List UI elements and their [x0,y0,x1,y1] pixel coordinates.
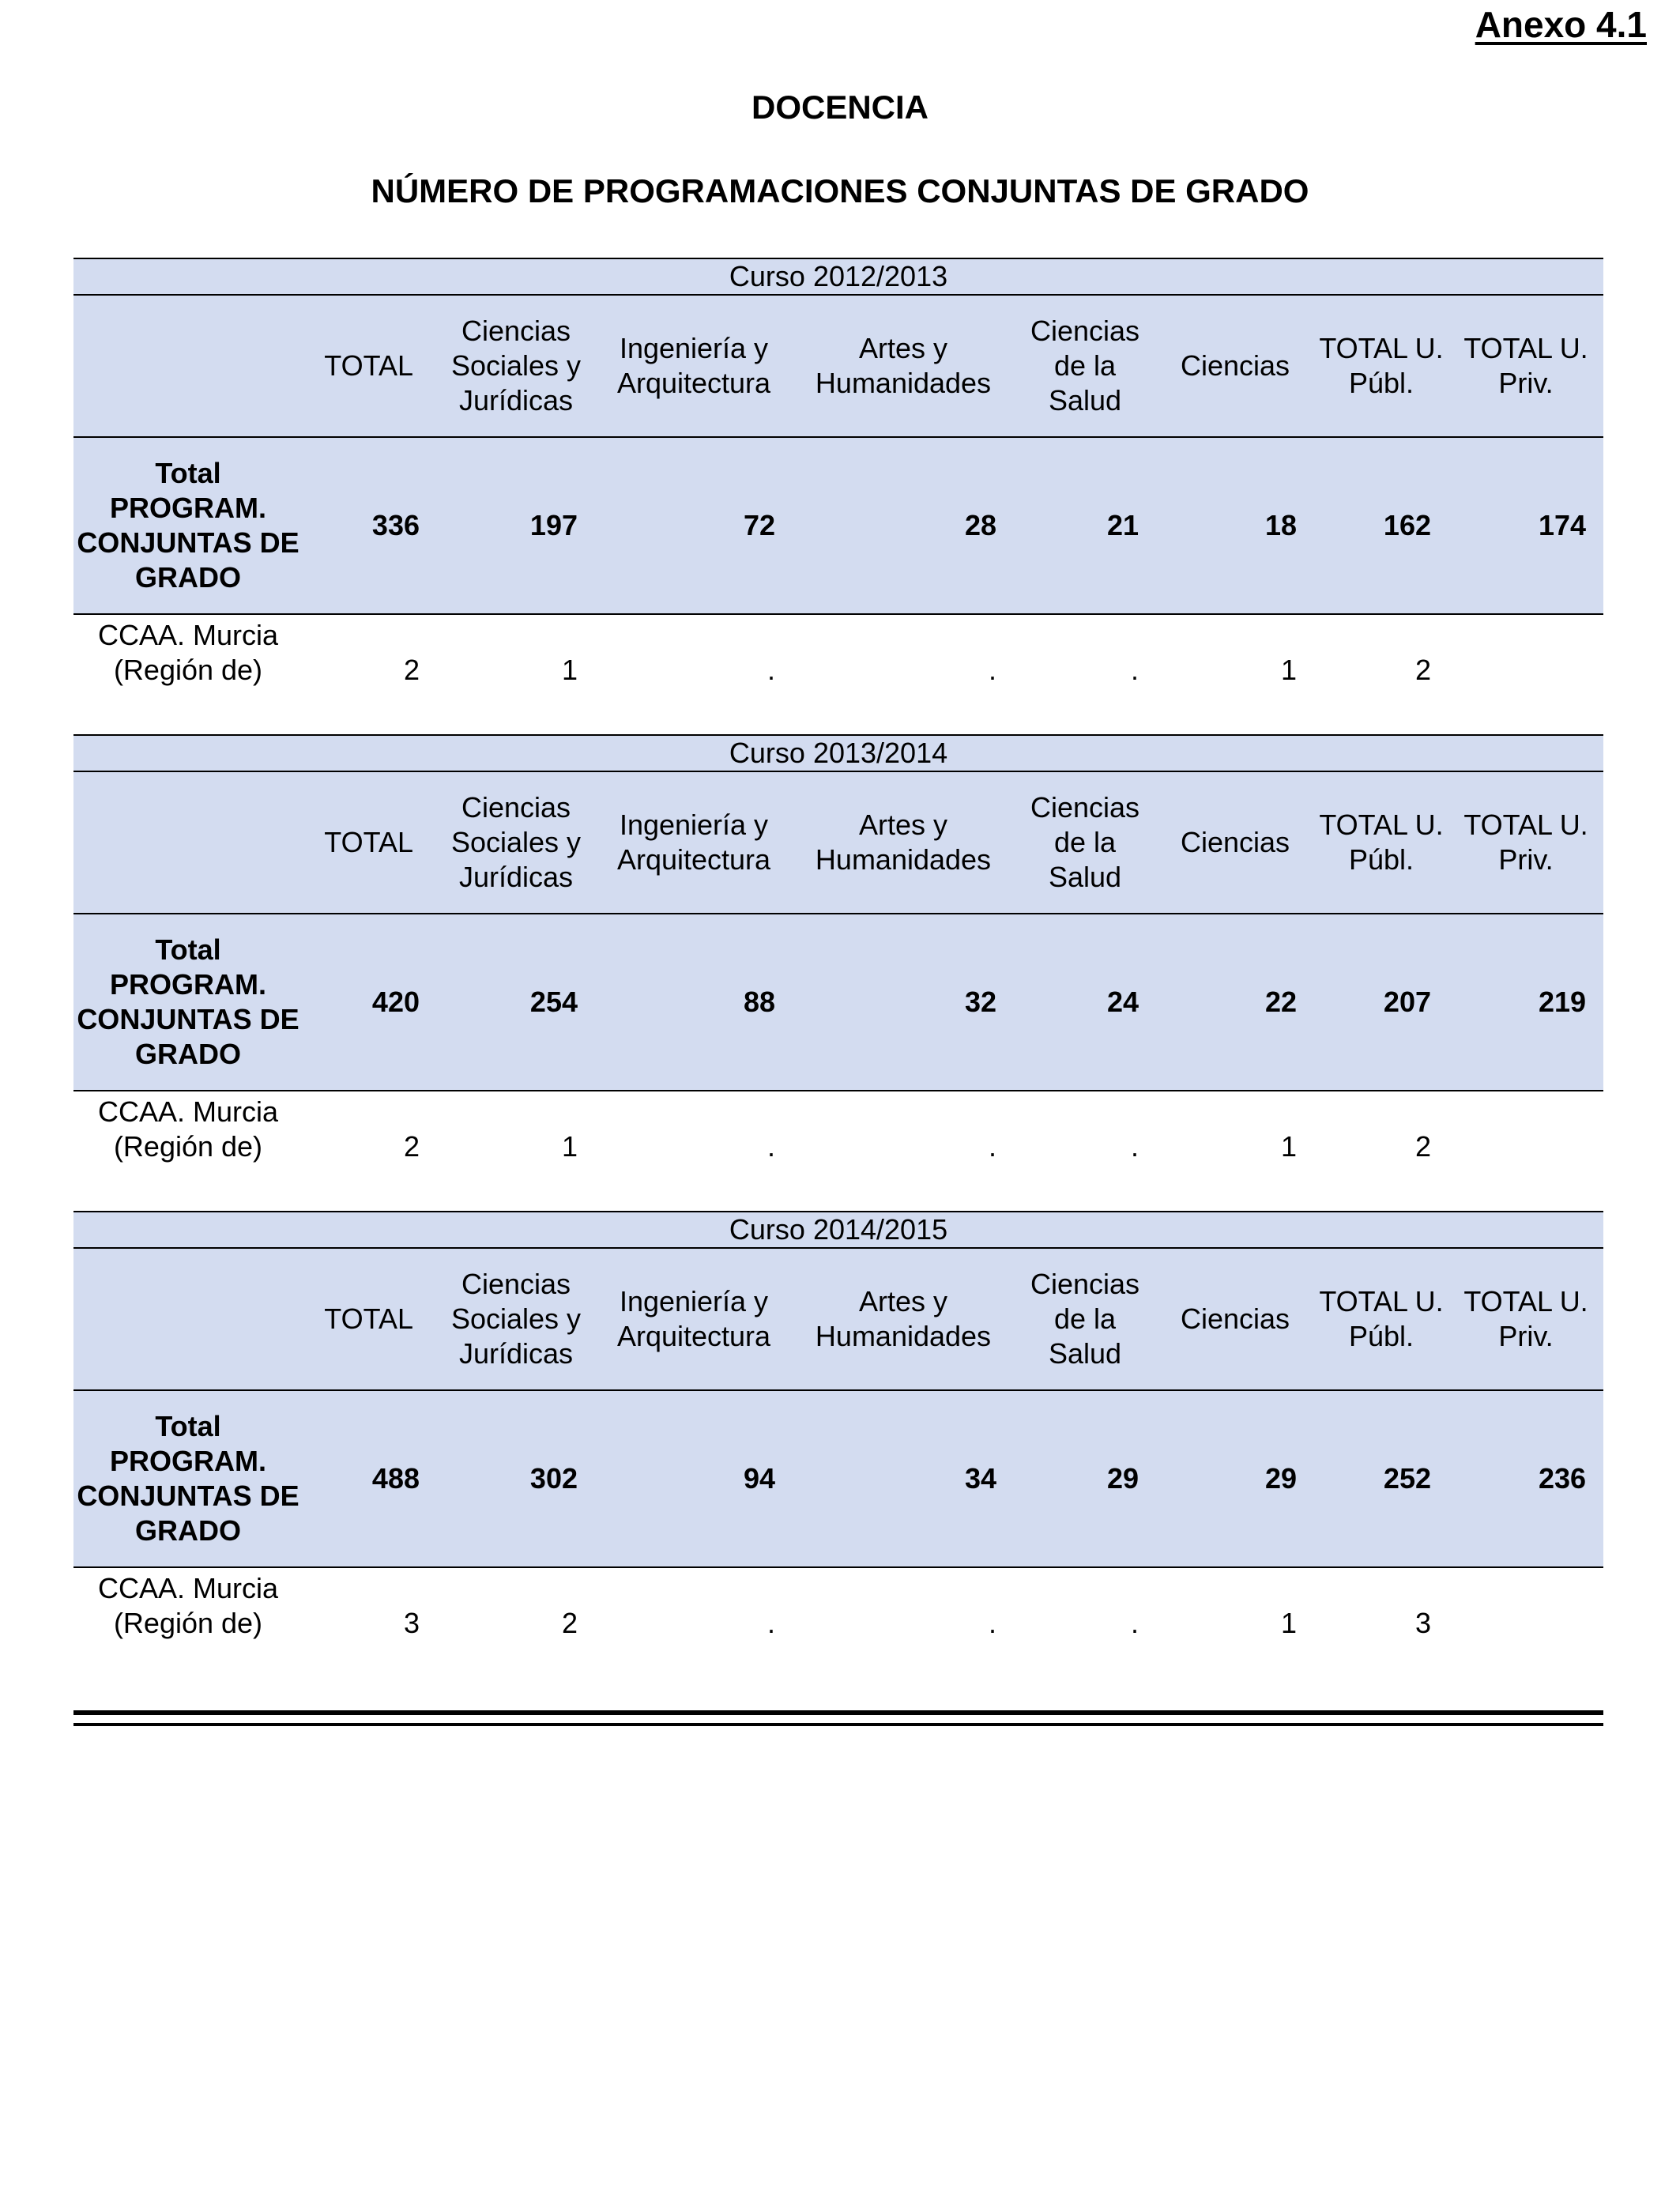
total-value-cell: 29 [1156,1390,1314,1567]
column-header: Ciencias de la Salud [1014,771,1156,914]
region-value-cell: . [988,1130,996,1163]
total-value-cell: 34 [793,1390,1014,1567]
course-label: Curso 2013/2014 [73,735,1603,771]
total-value-cell: 488 [303,1390,437,1567]
header-corner [73,771,303,914]
region-value-cell: . [767,1607,775,1639]
column-header: TOTAL [303,771,437,914]
total-value-cell: 29 [1014,1390,1156,1567]
total-value-cell: 336 [303,437,437,614]
region-row [73,1567,1603,1710]
total-value-cell: 94 [595,1390,793,1567]
column-header-row [73,295,1603,437]
document-subtitle: NÚMERO DE PROGRAMACIONES CONJUNTAS DE GRADO [371,172,1309,209]
region-row-label: CCAA. Murcia (Región de) [97,619,279,686]
course-table [73,258,1603,757]
column-header: Ciencias Sociales y Jurídicas [437,771,595,914]
region-value-cell: . [1130,654,1139,686]
region-value-cell: 1 [561,1130,578,1163]
total-row-label: Total PROGRAM. CONJUNTAS DE GRADO [73,1390,303,1567]
course-table [73,1211,1603,1710]
region-value-cell: . [988,654,996,686]
total-value-cell: 302 [437,1390,595,1567]
total-row [73,1390,1603,1567]
course-label: Curso 2014/2015 [73,1212,1603,1248]
course-row [73,735,1603,771]
total-row [73,914,1603,1091]
header-corner [73,295,303,437]
total-value-cell: 72 [595,437,793,614]
region-value-cell: . [1130,1607,1139,1639]
total-value-cell: 236 [1448,1390,1603,1567]
course-table-block [73,258,1603,771]
column-header: Artes y Humanidades [793,771,1014,914]
column-header: Artes y Humanidades [793,295,1014,437]
region-value-cell: . [988,1607,996,1639]
column-header: TOTAL U. Públ. [1314,295,1448,437]
column-header: Ciencias [1156,1248,1314,1390]
region-value-cell: 1 [1280,1130,1297,1163]
annex-label: Anexo 4.1 [1475,4,1647,45]
course-label: Curso 2012/2013 [73,258,1603,295]
region-value-cell: 2 [561,1607,578,1639]
total-value-cell: 28 [793,437,1014,614]
region-value-cell: 3 [403,1607,420,1639]
column-header: Ciencias de la Salud [1014,1248,1156,1390]
total-value-cell: 162 [1314,437,1448,614]
region-value-cell: 2 [403,1130,420,1163]
region-value-cell: 1 [1280,1607,1297,1639]
column-header: Ciencias Sociales y Jurídicas [437,1248,595,1390]
total-value-cell: 174 [1448,437,1603,614]
total-value-cell: 207 [1314,914,1448,1091]
column-header: TOTAL [303,1248,437,1390]
column-header: TOTAL U. Públ. [1314,1248,1448,1390]
total-value-cell: 420 [303,914,437,1091]
total-value-cell: 24 [1014,914,1156,1091]
column-header: Ciencias [1156,295,1314,437]
region-value-cell: 1 [561,654,578,686]
total-row-label: Total PROGRAM. CONJUNTAS DE GRADO [73,437,303,614]
column-header: TOTAL U. Priv. [1448,771,1603,914]
region-value-cell: . [767,1130,775,1163]
document-title: DOCENCIA [751,89,929,126]
region-value-cell: . [1130,1130,1139,1163]
column-header: TOTAL U. Priv. [1448,1248,1603,1390]
total-value-cell: 21 [1014,437,1156,614]
column-header: Ciencias Sociales y Jurídicas [437,295,595,437]
region-value-cell: 2 [403,654,420,686]
region-value-cell: 3 [1414,1607,1431,1639]
total-value-cell: 219 [1448,914,1603,1091]
total-value-cell: 252 [1314,1390,1448,1567]
total-value-cell: 22 [1156,914,1314,1091]
region-row-label: CCAA. Murcia (Región de) [97,1095,279,1163]
table-bottom-rule [73,1710,1603,1726]
total-row [73,437,1603,614]
column-header-row [73,1248,1603,1390]
course-table-block [73,734,1603,1248]
region-value-cell [1448,1567,1603,1710]
total-value-cell: 32 [793,914,1014,1091]
course-table [73,734,1603,1234]
course-row [73,258,1603,295]
column-header: Ingeniería y Arquitectura [595,1248,793,1390]
column-header: Ciencias de la Salud [1014,295,1156,437]
column-header: TOTAL U. Priv. [1448,295,1603,437]
total-value-cell: 197 [437,437,595,614]
region-value-cell: 2 [1414,654,1431,686]
column-header: Artes y Humanidades [793,1248,1014,1390]
total-value-cell: 88 [595,914,793,1091]
total-value-cell: 18 [1156,437,1314,614]
region-value-cell: 2 [1414,1130,1431,1163]
region-row-label: CCAA. Murcia (Región de) [97,1572,279,1639]
region-value-cell: 1 [1280,654,1297,686]
header-corner [73,1248,303,1390]
column-header: Ingeniería y Arquitectura [595,295,793,437]
region-value-cell: . [767,654,775,686]
column-header: TOTAL U. Públ. [1314,771,1448,914]
total-value-cell: 254 [437,914,595,1091]
course-table-block [73,1211,1603,1726]
course-row [73,1212,1603,1248]
total-row-label: Total PROGRAM. CONJUNTAS DE GRADO [73,914,303,1091]
column-header: Ciencias [1156,771,1314,914]
column-header-row [73,771,1603,914]
column-header: Ingeniería y Arquitectura [595,771,793,914]
column-header: TOTAL [303,295,437,437]
